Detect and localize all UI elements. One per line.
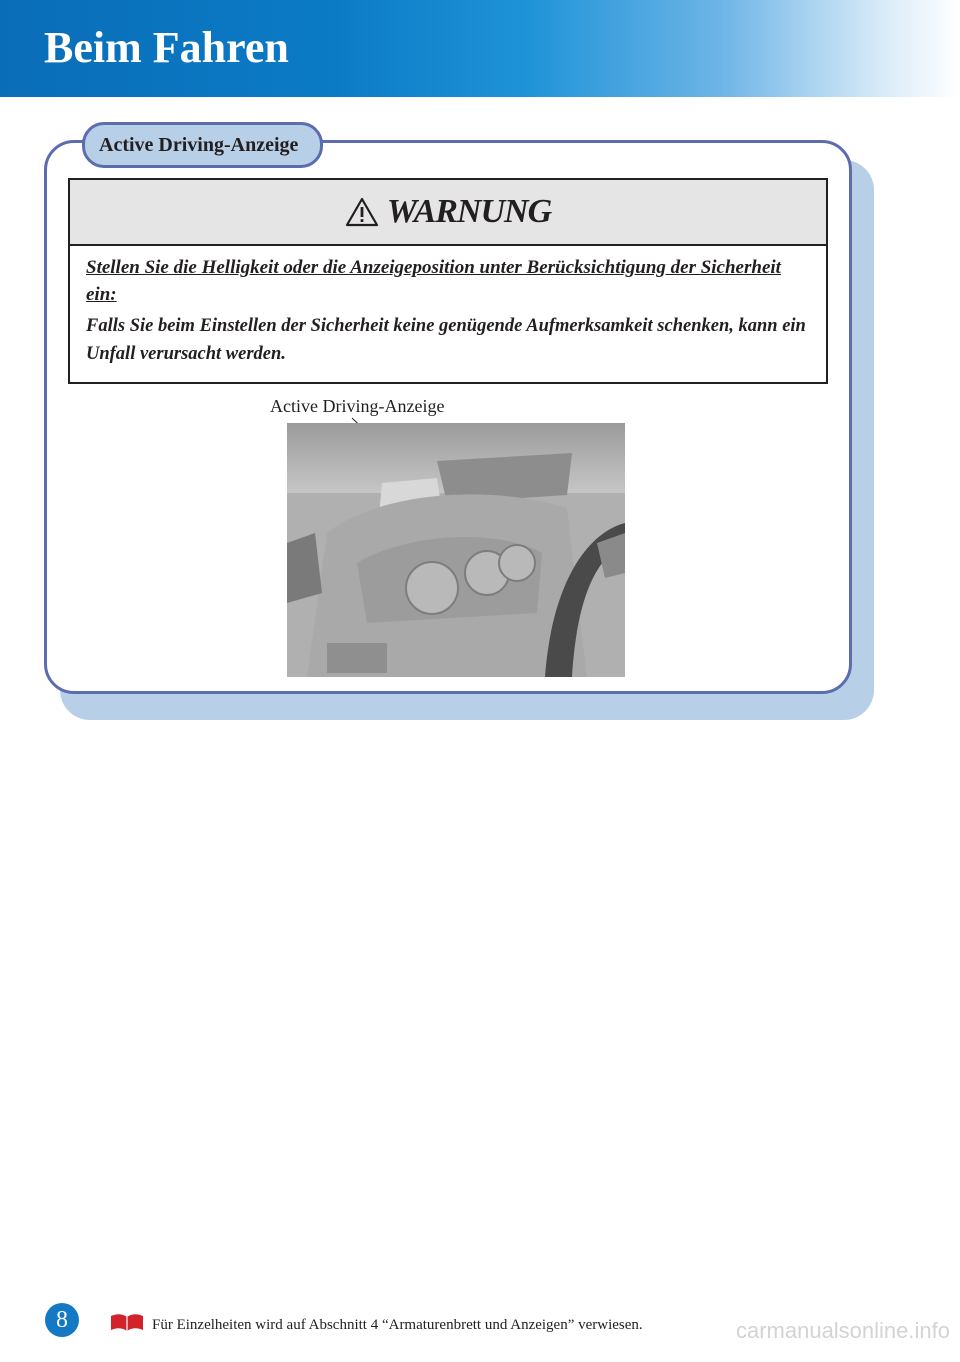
warning-title: WARNUNG bbox=[386, 193, 552, 230]
warning-body bbox=[70, 246, 826, 368]
book-icon bbox=[110, 1312, 144, 1332]
warning-header bbox=[70, 180, 826, 246]
dashboard-photo bbox=[287, 423, 625, 677]
header-band bbox=[0, 0, 960, 97]
page-title: Beim Fahren bbox=[44, 23, 289, 72]
warning-heading: Stellen Sie die Helligkeit oder die Anzeigeposition unter Berücksichtigung der Sicherheit ein: bbox=[86, 257, 781, 305]
reference-note: Für Einzelheiten wird auf Abschnitt 4 “Armaturenbrett und Anzeigen” verwiesen. bbox=[152, 1317, 643, 1333]
section-tab: Active Driving-Anzeige bbox=[82, 122, 323, 168]
page-number: 8 bbox=[45, 1303, 79, 1337]
warning-text: Falls Sie beim Einstellen der Sicherheit keine genügende Aufmerksamkeit schenken, kann ein Unfall verursacht werden. bbox=[86, 316, 806, 364]
figure-callout-label: Active Driving-Anzeige bbox=[270, 396, 445, 416]
warning-box bbox=[68, 178, 828, 384]
warning-triangle-icon bbox=[345, 197, 379, 227]
watermark: carmanualsonline.info bbox=[735, 1318, 950, 1343]
